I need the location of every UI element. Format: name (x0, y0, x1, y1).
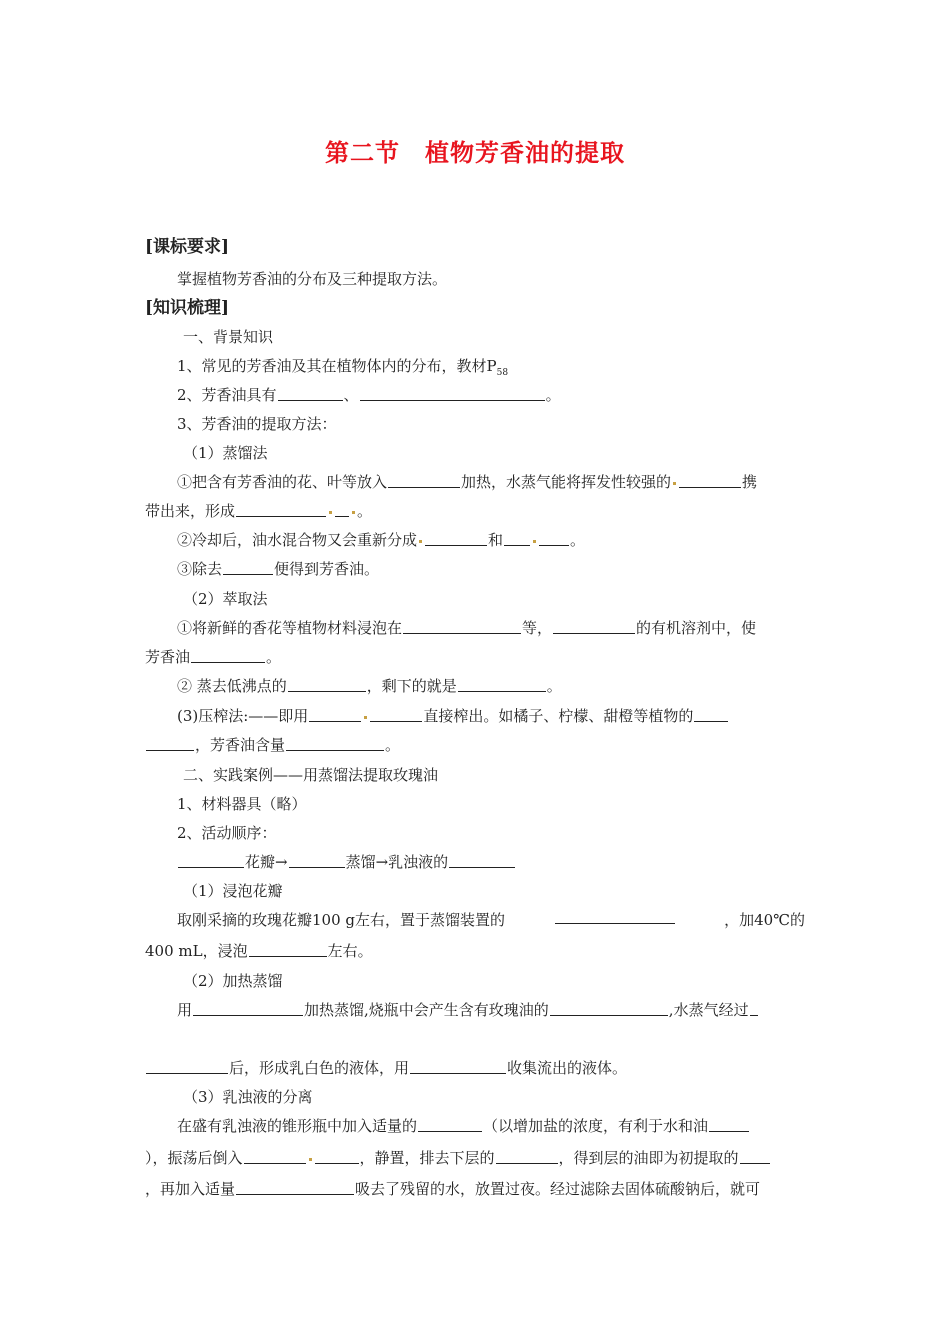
pressing-line-a (0, 703, 950, 729)
blank (315, 1147, 359, 1164)
text: 等， (522, 619, 553, 637)
text: (3)压榨法:——即用 (177, 707, 309, 725)
blank (550, 999, 668, 1016)
blank (236, 500, 326, 517)
dot-mark (364, 716, 367, 719)
blank (418, 1115, 482, 1132)
blank (146, 734, 194, 751)
case-heading: 二、实践案例——用蒸馏法提取玫瑰油 (183, 766, 439, 784)
section-heading-knowledge: [知识梳理] (145, 298, 230, 318)
text: 。 (570, 531, 586, 549)
distillation-line-c (0, 527, 950, 553)
text: ①把含有芳香油的花、叶等放入 (177, 473, 388, 491)
blank (370, 705, 422, 722)
dot-mark (309, 1158, 312, 1161)
text: 的有机溶剂中，使 (636, 619, 757, 637)
activity-sequence (0, 849, 950, 875)
distillation-line-d (0, 556, 950, 582)
text: 吸去了残留的水，放置过夜。经过滤除去固体硫酸钠后，就可 (355, 1180, 761, 1198)
blank (178, 851, 244, 868)
blank (309, 705, 361, 722)
blank (709, 1115, 749, 1132)
step-1-heading: （1）浸泡花瓣 (183, 882, 283, 900)
case-item-1: 1、材料器具（略） (177, 795, 307, 813)
blank (553, 617, 635, 634)
item-2-text: 2、芳香油具有 (177, 386, 277, 404)
text: 加热，水蒸气能将挥发性较强的 (461, 473, 672, 491)
text: 左右。 (327, 942, 373, 960)
text: 直接榨出。如橘子、柠檬、甜橙等植物的 (423, 707, 694, 725)
background-heading: 一、背景知识 (183, 328, 274, 346)
requirements-text: 掌握植物芳香油的分布及三种提取方法。 (177, 270, 448, 288)
text: 400 mL，浸泡 (145, 942, 248, 960)
text: ，加40℃的 (724, 911, 805, 929)
text: 和 (488, 531, 504, 549)
step-2-line-b (0, 1055, 950, 1081)
text: 带出来，形成 (145, 502, 236, 520)
item-3: 3、芳香油的提取方法： (177, 415, 337, 433)
text: 。 (357, 502, 373, 520)
blank (288, 675, 366, 692)
blank (388, 471, 460, 488)
blank (410, 1057, 506, 1074)
distillation-line-b (0, 498, 950, 524)
step-2-line-a (0, 997, 950, 1023)
dot-mark (419, 540, 422, 543)
page-title: 第二节 植物芳香油的提取 (325, 139, 625, 167)
text: ①将新鲜的香花等植物材料浸泡在 (177, 619, 403, 637)
blank (335, 500, 349, 517)
extraction-line-a (0, 615, 950, 641)
pressing-line-b (0, 732, 950, 758)
extraction-line-b (0, 644, 950, 670)
blank (750, 999, 758, 1016)
text: 加热蒸馏,烧瓶中会产生含有玫瑰油的 (304, 1001, 549, 1019)
blank (286, 734, 384, 751)
item-2 (0, 382, 950, 408)
text: 后，形成乳白色的液体，用 (229, 1059, 410, 1077)
item-1-text: 1、常见的芳香油及其在植物体内的分布，教材P (177, 357, 497, 375)
text: 携 (742, 473, 758, 491)
blank (278, 384, 343, 401)
text: 蒸馏→乳浊液的 (345, 853, 449, 871)
blank (289, 851, 345, 868)
text: ，得到层的油即为初提取的 (558, 1149, 739, 1167)
text: ② 蒸去低沸点的 (177, 677, 287, 695)
step-3-line-a (0, 1113, 950, 1139)
text: ②冷却后，油水混合物又会重新分成 (177, 531, 418, 549)
page-ref: 58 (496, 368, 509, 378)
text: ，再加入适量 (145, 1180, 236, 1198)
blank (679, 471, 741, 488)
step-1-line-a (0, 907, 950, 933)
blank (539, 529, 569, 546)
step-3-line-b (0, 1145, 950, 1171)
blank (244, 1147, 306, 1164)
item-1 (0, 353, 950, 379)
text: 便得到芳香油。 (274, 560, 380, 578)
blank (403, 617, 521, 634)
text: 。 (385, 736, 401, 754)
blank (236, 1178, 354, 1195)
text: ），振荡后倒入 (145, 1149, 243, 1167)
text: 在盛有乳浊液的锥形瓶中加入适量的 (177, 1117, 418, 1135)
dot-mark (352, 511, 355, 514)
blank (249, 940, 327, 957)
text: 。 (546, 677, 562, 695)
step-3-heading: （3）乳浊液的分离 (183, 1088, 313, 1106)
dot-mark (329, 511, 332, 514)
blank (496, 1147, 558, 1164)
text: 芳香油 (145, 648, 191, 666)
step-3-line-c (0, 1176, 950, 1202)
text: 收集流出的液体。 (507, 1059, 628, 1077)
text: 用 (177, 1001, 193, 1019)
blank (193, 999, 303, 1016)
dot-mark (673, 482, 676, 485)
text: ，芳香油含量 (195, 736, 286, 754)
blank (458, 675, 546, 692)
blank (694, 705, 728, 722)
blank (191, 646, 265, 663)
text: 取刚采摘的玫瑰花瓣100 g左右，置于蒸馏装置的 (177, 911, 506, 929)
case-item-2: 2、活动顺序： (177, 824, 277, 842)
blank (449, 851, 515, 868)
blank (146, 1057, 228, 1074)
blank (223, 558, 273, 575)
text: ，剩下的就是 (366, 677, 457, 695)
text: ，静置，排去下层的 (359, 1149, 495, 1167)
section-heading-requirements: [课标要求] (145, 237, 230, 257)
blank (360, 384, 545, 401)
blank (504, 529, 530, 546)
distillation-heading: （1）蒸馏法 (183, 444, 268, 462)
distillation-line-a (0, 469, 950, 495)
text: 。 (266, 648, 282, 666)
text: （以增加盐的浓度，有利于水和油 (483, 1117, 709, 1135)
item-2-sep: 、 (343, 386, 359, 404)
step-1-line-b (0, 938, 950, 964)
blank (555, 907, 675, 924)
text: ③除去 (177, 560, 223, 578)
blank (740, 1147, 770, 1164)
extraction-line-c (0, 673, 950, 699)
text: 花瓣→ (245, 853, 288, 871)
dot-mark (533, 540, 536, 543)
step-2-heading: （2）加热蒸馏 (183, 972, 283, 990)
item-2-end: 。 (545, 386, 561, 404)
blank (425, 529, 487, 546)
text: ,水蒸气经过 (668, 1001, 749, 1019)
extraction-heading: （2）萃取法 (183, 590, 268, 608)
